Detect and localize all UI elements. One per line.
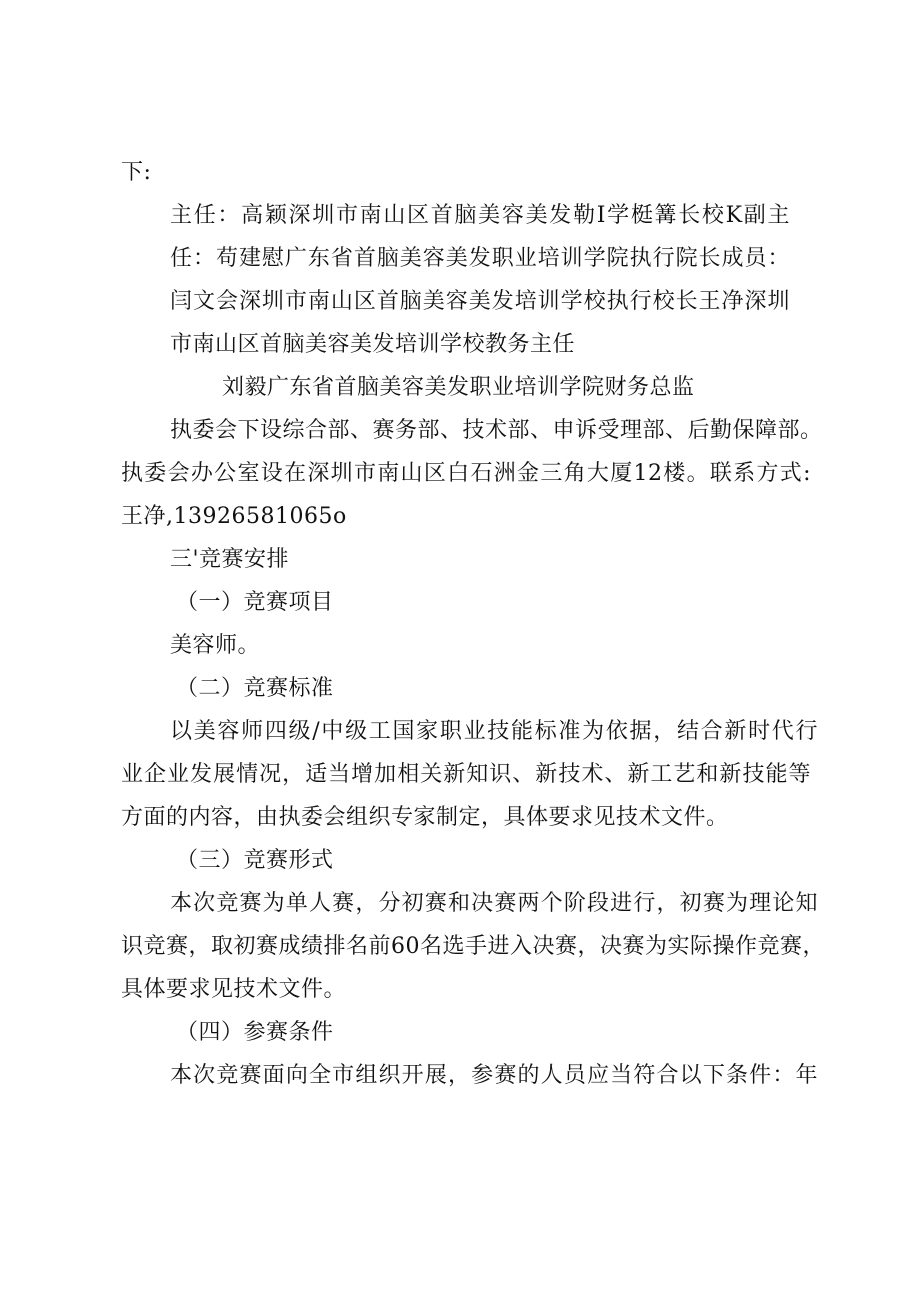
subheading-eligibility: （四）参赛条件 (176, 1020, 334, 1045)
subheading-items: （一）竞赛项目 (176, 590, 334, 615)
text-line-committee-deputy: 任：苟建慰广东省首脑美容美发职业培训学院执行院长成员： (170, 246, 790, 271)
text-line-items: 美容师。 (170, 633, 261, 658)
subheading-standards: （二）竞赛标准 (176, 676, 334, 701)
text-line-standards-1: 以美容师四级/中级工国家职业技能标准为依据，结合新时代行 (170, 719, 818, 744)
text-line-committee-director: 主任：高颖深圳市南山区首脑美容美发勒I学梃篝长校K副主 (170, 203, 790, 228)
text-line-format-3: 具体要求见技术文件。 (121, 977, 347, 1002)
text-line-standards-2: 业企业发展情况，适当增加相关新知识、新技术、新工艺和新技能等 (121, 762, 811, 787)
text-line-departments: 执委会下设综合部、赛务部、技术部、申诉受理部、后勤保障部。 (170, 418, 823, 443)
text-line-committee-member-liu: 刘毅广东省首脑美容美发职业培训学院财务总监 (222, 375, 695, 400)
text-line-contact: 王净,13926581065o (121, 504, 347, 529)
text-line-continuation: 下: (121, 160, 152, 185)
text-line-office-address: 执委会办公室设在深圳市南山区白石洲金三角大厦12楼。联系方式: (121, 461, 811, 486)
text-line-eligibility-1: 本次竞赛面向全市组织开展，参赛的人员应当符合以下条件：年 (170, 1063, 818, 1088)
text-line-committee-member-title: 市南山区首脑美容美发培训学校教务主任 (170, 332, 576, 357)
section-heading-competition: 三'竞赛安排 (170, 547, 290, 572)
text-line-committee-members: 闫文会深圳市南山区首脑美容美发培训学校执行校长王净深圳 (170, 289, 790, 314)
text-line-format-2: 识竞赛，取初赛成绩排名前60名选手进入决赛，决赛为实际操作竞赛， (121, 934, 825, 959)
text-line-format-1: 本次竞赛为单人赛，分初赛和决赛两个阶段进行，初赛为理论知 (170, 891, 818, 916)
subheading-format: （三）竞赛形式 (176, 848, 334, 873)
text-line-standards-3: 方面的内容，由执委会组织专家制定，具体要求见技术文件。 (121, 805, 729, 830)
